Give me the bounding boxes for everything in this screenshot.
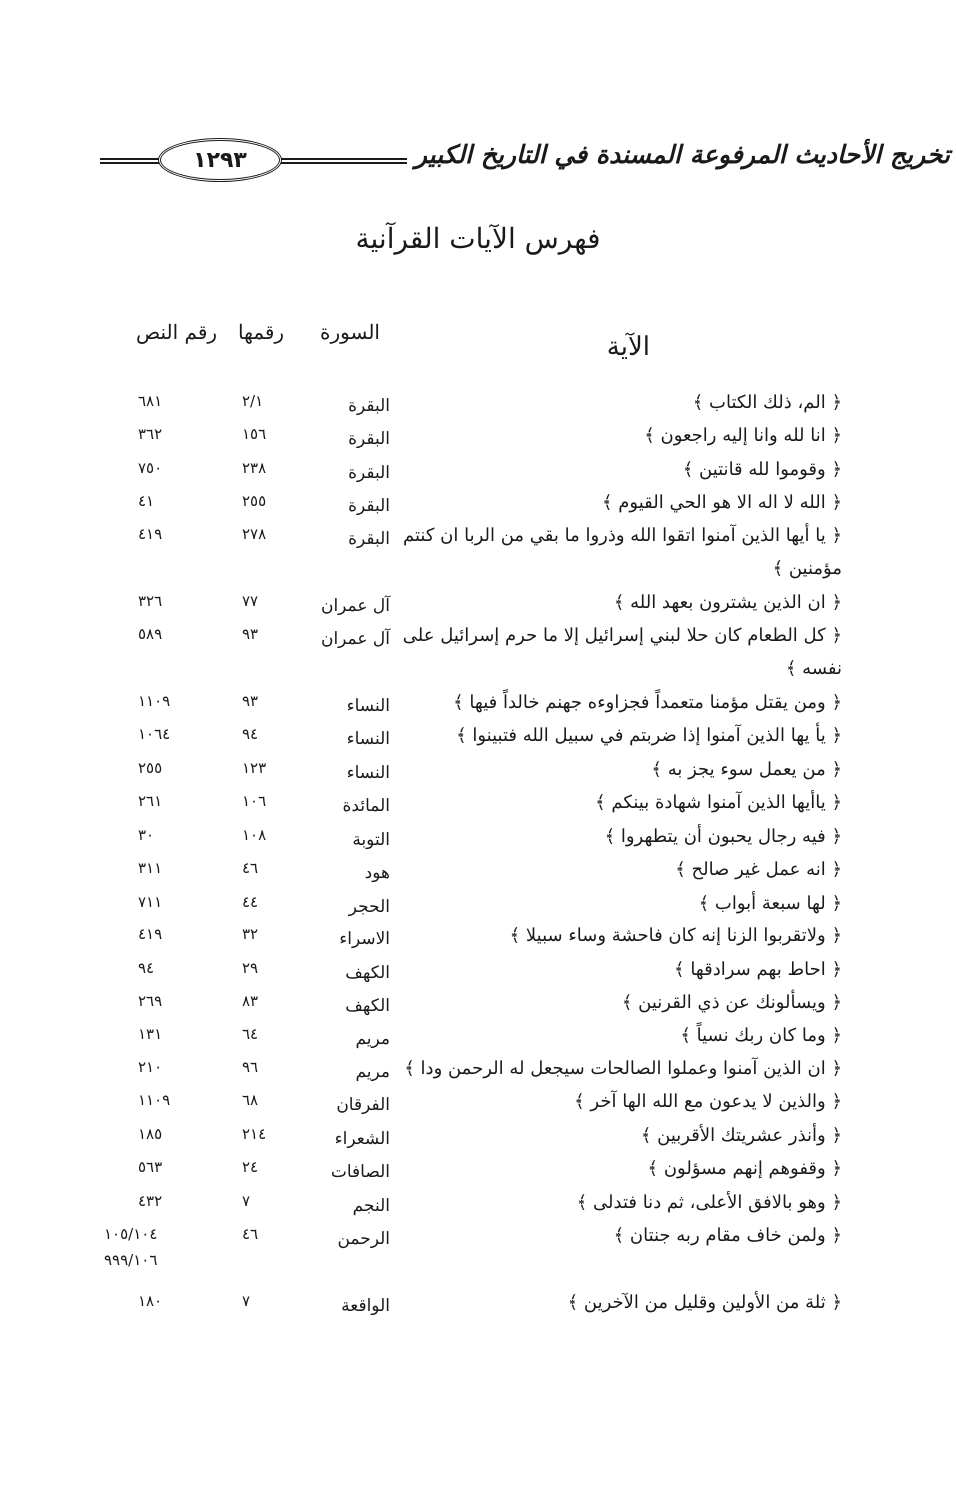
verse-number: ٢٧٨ <box>242 525 267 543</box>
col-head-surah: السورة <box>320 320 380 344</box>
verse-text: ﴿ ياأيها الذين آمنوا شهادة بينكم ﴾ <box>595 792 842 813</box>
surah-name: مريم <box>355 1062 390 1082</box>
text-number-continuation: ٩٩٩/١٠٦ <box>104 1251 158 1269</box>
surah-name: التوبة <box>352 830 390 850</box>
table-row <box>0 1091 956 1121</box>
verse-number: ١٠٨ <box>242 826 267 844</box>
verse-number: ٢٤ <box>242 1158 259 1176</box>
text-number: ٤١٩ <box>138 925 163 943</box>
table-row <box>0 525 956 555</box>
verse-number: ٩٤ <box>242 725 259 743</box>
table-row <box>0 1158 956 1188</box>
verse-number: ١٠٦ <box>242 792 267 810</box>
surah-name: البقرة <box>348 496 390 516</box>
running-header <box>100 138 950 182</box>
book-title: تخريج الأحاديث المرفوعة المسندة في التاريخ الكبير <box>407 140 950 169</box>
text-number: ٣٢٦ <box>138 592 163 610</box>
table-row <box>0 925 956 955</box>
verse-text: ﴿ ومن يقتل مؤمنا متعمداً فجزاوءه جهنم خالداً فيها ﴾ <box>453 692 842 713</box>
text-number: ٥٦٣ <box>138 1158 163 1176</box>
table-row <box>0 759 956 789</box>
verse-text: ﴿ وهو بالافق الأعلى، ثم دنا فتدلى ﴾ <box>576 1192 842 1213</box>
verse-number: ٤٦ <box>242 859 259 877</box>
verse-text: ﴿ انا لله وانا إليه راجعون ﴾ <box>644 425 842 446</box>
surah-name: الفرقان <box>336 1095 390 1115</box>
text-number: ٢٦١ <box>138 792 163 810</box>
text-number: ٤٣٢ <box>138 1192 163 1210</box>
verse-number: ٧٧ <box>242 592 259 610</box>
table-row <box>0 1025 956 1055</box>
verse-text: ﴿ من يعمل سوء يجز به ﴾ <box>651 759 842 780</box>
table-row <box>0 592 956 622</box>
verse-text: ﴿ كل الطعام كان حلا لبني إسرائيل إلا ما حرم إسرائيل على <box>402 625 842 646</box>
table-row <box>0 792 956 822</box>
text-number: ٥٨٩ <box>138 625 163 643</box>
verse-text: ﴿ وقوموا لله قانتين ﴾ <box>682 459 842 480</box>
text-number: ٩٤ <box>138 959 155 977</box>
table-row <box>0 826 956 856</box>
text-number: ٢١٠ <box>138 1058 163 1076</box>
surah-name: البقرة <box>348 463 390 483</box>
col-head-verse: الآية <box>606 332 650 362</box>
text-number: ١٨٥ <box>138 1125 163 1143</box>
text-number: ٧٥٠ <box>138 459 163 477</box>
verse-text-continuation: مؤمنين ﴾ <box>772 558 842 579</box>
surah-name: النساء <box>346 696 390 716</box>
verse-text-continuation: نفسه ﴾ <box>785 658 842 679</box>
verse-text: ﴿ ان الذين آمنوا وعملوا الصالحات سيجعل له الرحمن ودا ﴾ <box>404 1058 842 1079</box>
table-row <box>0 625 956 655</box>
text-number: ٤١٩ <box>138 525 163 543</box>
table-row <box>0 1192 956 1222</box>
verse-number: ٢١٤ <box>242 1125 267 1143</box>
verse-number: ٤٦ <box>242 1225 259 1243</box>
table-row <box>0 1058 956 1088</box>
table-row <box>0 1125 956 1155</box>
text-number: ٤١ <box>138 492 155 510</box>
table-row <box>0 392 956 422</box>
surah-name: مريم <box>355 1029 390 1049</box>
text-number: ٦٨١ <box>138 392 163 410</box>
col-head-verse-number: رقمها <box>238 320 285 344</box>
verse-text: ﴿ ثلة من الأولين وقليل من الآخرين ﴾ <box>567 1292 842 1313</box>
table-row <box>0 893 956 923</box>
verse-number: ٤٤ <box>242 893 259 911</box>
surah-name: الشعراء <box>334 1129 390 1149</box>
verse-text: ﴿ وما كان ربك نسياً ﴾ <box>680 1025 842 1046</box>
text-number: ١٠٥/١٠٤ <box>104 1225 158 1243</box>
table-row <box>0 459 956 489</box>
verse-text: ﴿ والذين لا يدعون مع الله الها آخر ﴾ <box>574 1091 842 1112</box>
verse-text: ﴿ ولمن خاف مقام ربه جنتان ﴾ <box>613 1225 842 1246</box>
surah-name: الواقعة <box>341 1296 390 1316</box>
surah-name: النساء <box>346 729 390 749</box>
surah-name: الاسراء <box>339 929 390 949</box>
surah-name: آل عمران <box>320 629 390 649</box>
verse-number: ٢٩ <box>242 959 259 977</box>
verse-number: ٧ <box>242 1292 251 1310</box>
verse-number: ٢٥٥ <box>242 492 267 510</box>
verse-number: ٩٣ <box>242 625 259 643</box>
table-row <box>0 959 956 989</box>
text-number: ١٣١ <box>138 1025 163 1043</box>
surah-name: هود <box>364 863 390 883</box>
verse-number: ٩٦ <box>242 1058 259 1076</box>
verse-number: ٢/١ <box>242 392 264 410</box>
table-row <box>0 992 956 1022</box>
surah-name: البقرة <box>348 429 390 449</box>
verse-text: ﴿ ويسألونك عن ذي القرنين ﴾ <box>621 992 842 1013</box>
table-row <box>0 725 956 755</box>
text-number: ٢٦٩ <box>138 992 163 1010</box>
text-number: ١٨٠ <box>138 1292 163 1310</box>
surah-name: الحجر <box>348 897 390 917</box>
verse-number: ٦٤ <box>242 1025 259 1043</box>
index-title: فهرس الآيات القرآنية <box>355 222 601 255</box>
page-number: ١٢٩٣ <box>158 138 282 182</box>
text-number: ١١٠٩ <box>138 1091 171 1109</box>
text-number: ٧١١ <box>138 893 163 911</box>
verse-text: ﴿ ولاتقربوا الزنا إنه كان فاحشة وساء سبيلا ﴾ <box>509 925 842 946</box>
table-row-continuation <box>0 658 956 688</box>
text-number: ١١٠٩ <box>138 692 171 710</box>
verse-number: ٩٣ <box>242 692 259 710</box>
text-number: ٣٦٢ <box>138 425 163 443</box>
verse-text: ﴿ احاط بهم سرادقها ﴾ <box>674 959 842 980</box>
table-row-continuation <box>0 1251 956 1281</box>
surah-name: البقرة <box>348 529 390 549</box>
table-row <box>0 492 956 522</box>
verse-number: ٧ <box>242 1192 251 1210</box>
table-row <box>0 692 956 722</box>
verse-number: ٢٣٨ <box>242 459 267 477</box>
surah-name: الرحمن <box>337 1229 390 1249</box>
surah-name: الكهف <box>345 963 390 983</box>
text-number: ٢٥٥ <box>138 759 163 777</box>
verse-text: ﴿ لها سبعة أبواب ﴾ <box>698 893 842 914</box>
verse-text: ﴿ انه عمل غير صالح ﴾ <box>675 859 842 880</box>
col-head-text-number: رقم النص <box>136 320 218 344</box>
verse-number: ١٢٣ <box>242 759 267 777</box>
verse-text: ﴿ الله لا اله الا هو الحي القيوم ﴾ <box>602 492 842 513</box>
table-row-continuation <box>0 558 956 588</box>
table-row <box>0 425 956 455</box>
text-number: ١٠٦٤ <box>138 725 171 743</box>
verse-number: ١٥٦ <box>242 425 267 443</box>
verse-number: ٨٣ <box>242 992 259 1010</box>
table-row <box>0 1292 956 1322</box>
surah-name: الصافات <box>330 1162 390 1182</box>
surah-name: الكهف <box>345 996 390 1016</box>
surah-name: آل عمران <box>320 596 390 616</box>
verse-text: ﴿ يأ يها الذين آمنوا إذا ضربتم في سبيل الله فتبينوا ﴾ <box>456 725 842 746</box>
surah-name: النساء <box>346 763 390 783</box>
verse-text: ﴿ الم، ذلك الكتاب ﴾ <box>692 392 842 413</box>
verse-text: ﴿ يا أيها الذين آمنوا اتقوا الله وذروا ما بقي من الربا ان كنتم <box>403 525 842 546</box>
verse-text: ﴿ ان الذين يشترون بعهد الله ﴾ <box>613 592 842 613</box>
surah-name: البقرة <box>348 396 390 416</box>
verse-text: ﴿ فيه رجال يحبون أن يتطهروا ﴾ <box>604 826 842 847</box>
text-number: ٣٠ <box>138 826 155 844</box>
verse-number: ٣٢ <box>242 925 259 943</box>
verse-text: ﴿ وقفوهم إنهم مسؤلون ﴾ <box>647 1158 842 1179</box>
text-number: ٣١١ <box>138 859 163 877</box>
verse-text: ﴿ وأنذر عشريتك الأقربين ﴾ <box>640 1125 842 1146</box>
surah-name: المائدة <box>342 796 390 816</box>
verse-number: ٦٨ <box>242 1091 259 1109</box>
table-row <box>0 859 956 889</box>
surah-name: النجم <box>352 1196 390 1216</box>
